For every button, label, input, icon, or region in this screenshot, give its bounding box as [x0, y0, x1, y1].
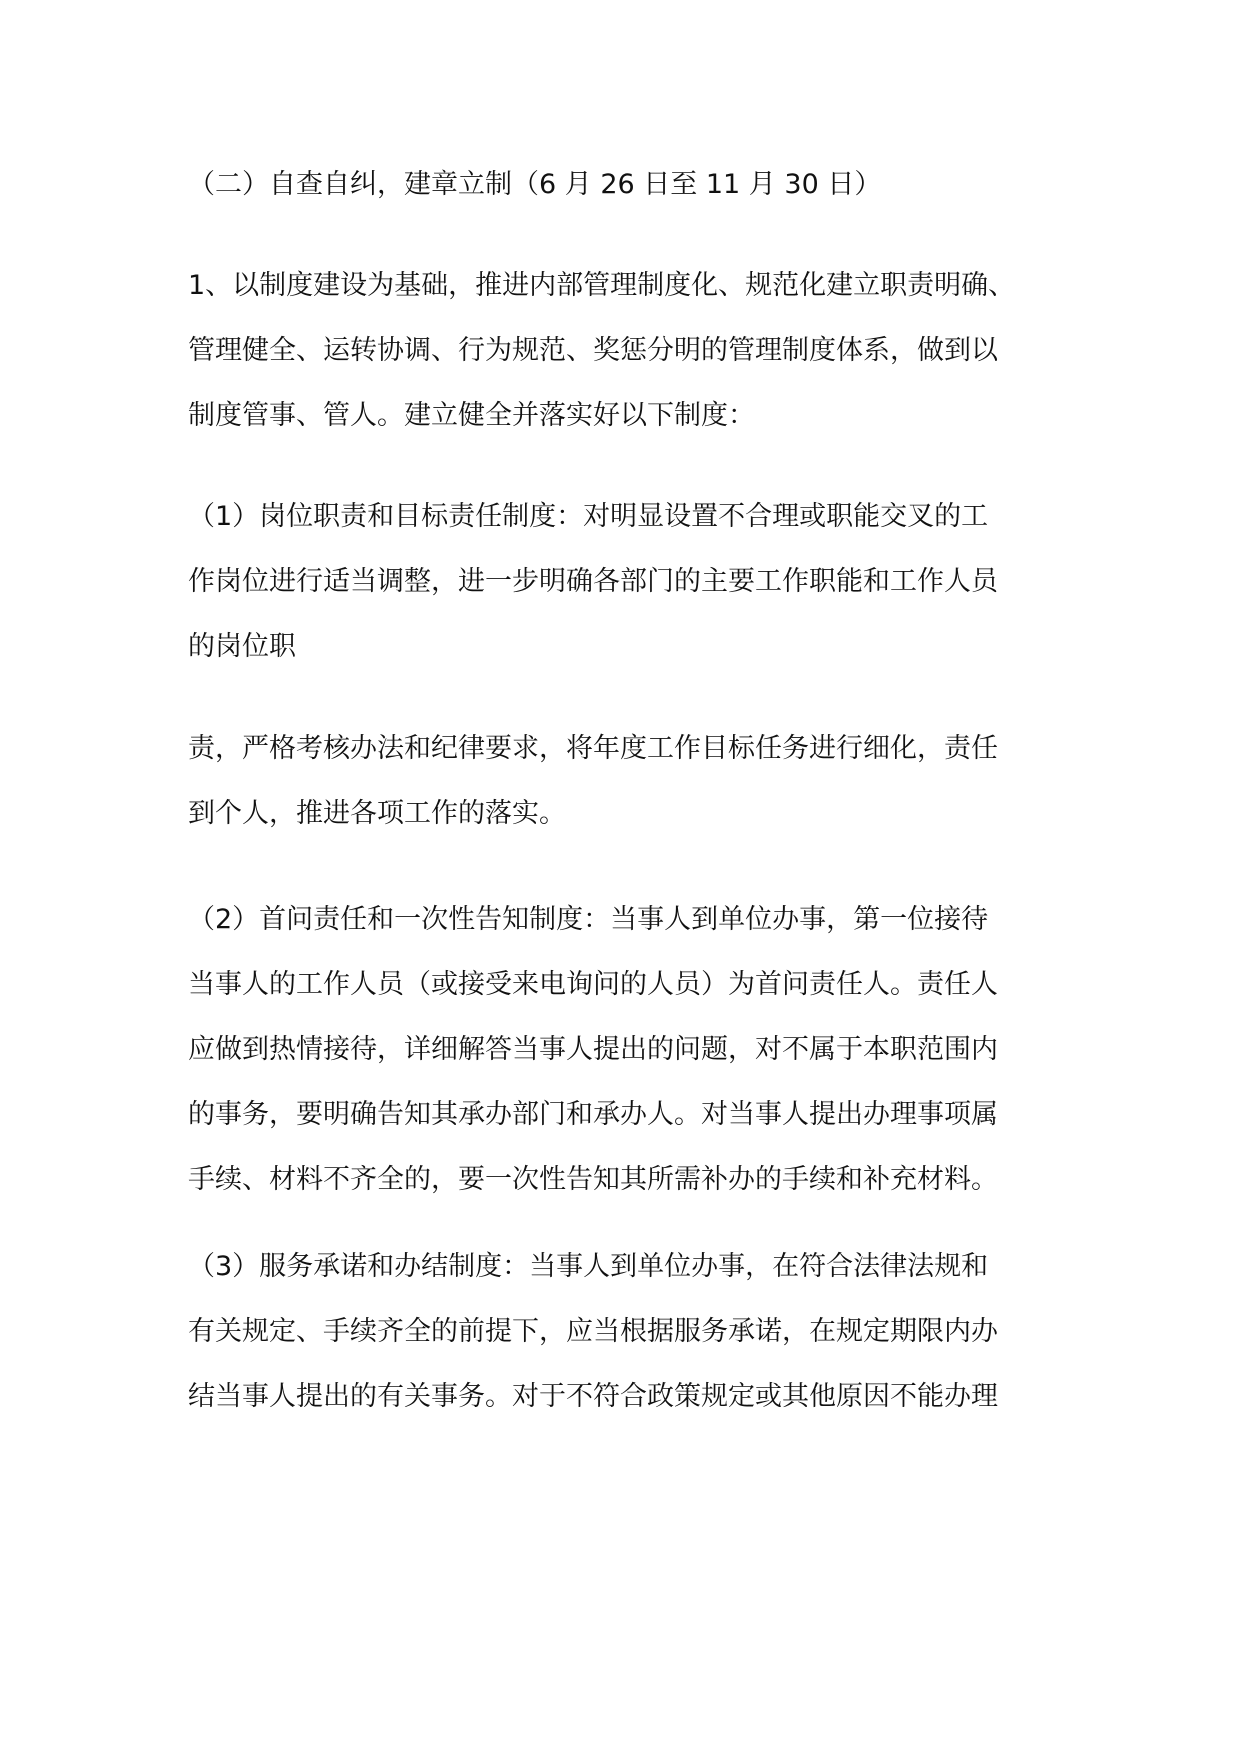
section-heading	[188, 152, 1088, 217]
paragraph-4	[188, 887, 1088, 1212]
paragraph-line: 到个人，推进各项工作的落实。	[188, 798, 566, 829]
paragraph-line: 制度管事、管人。建立健全并落实好以下制度：	[188, 400, 755, 431]
paragraph-line: 的事务，要明确告知其承办部门和承办人。对当事人提出办理事项属	[188, 1099, 998, 1130]
heading-line: （二）自查自纠，建章立制（6 月 26 日至 11 月 30 日）	[188, 169, 882, 200]
paragraph-line: 管理健全、运转协调、行为规范、奖惩分明的管理制度体系，做到以	[188, 335, 998, 366]
paragraph-line: 手续、材料不齐全的，要一次性告知其所需补办的手续和补充材料。	[188, 1164, 998, 1195]
paragraph-line: （3）服务承诺和办结制度：当事人到单位办事，在符合法律法规和	[188, 1251, 989, 1282]
paragraph-line: 作岗位进行适当调整，进一步明确各部门的主要工作职能和工作人员	[188, 566, 998, 597]
paragraph-3	[188, 716, 1088, 846]
paragraph-line: 的岗位职	[188, 631, 296, 662]
paragraph-line: 应做到热情接待，详细解答当事人提出的问题，对不属于本职范围内	[188, 1034, 998, 1065]
paragraph-line: 有关规定、手续齐全的前提下，应当根据服务承诺，在规定期限内办	[188, 1316, 998, 1347]
paragraph-5	[188, 1234, 1088, 1429]
paragraph-line: 当事人的工作人员（或接受来电询问的人员）为首问责任人。责任人	[188, 969, 998, 1000]
paragraph-line: 1、以制度建设为基础，推进内部管理制度化、规范化建立职责明确、	[188, 270, 1016, 301]
paragraph-line: 责，严格考核办法和纪律要求，将年度工作目标任务进行细化，责任	[188, 733, 998, 764]
paragraph-2	[188, 484, 1088, 679]
paragraph-1	[188, 253, 1088, 448]
paragraph-line: （2）首问责任和一次性告知制度：当事人到单位办事，第一位接待	[188, 904, 989, 935]
paragraph-line: （1）岗位职责和目标责任制度：对明显设置不合理或职能交叉的工	[188, 501, 989, 532]
paragraph-line: 结当事人提出的有关事务。对于不符合政策规定或其他原因不能办理	[188, 1381, 998, 1412]
